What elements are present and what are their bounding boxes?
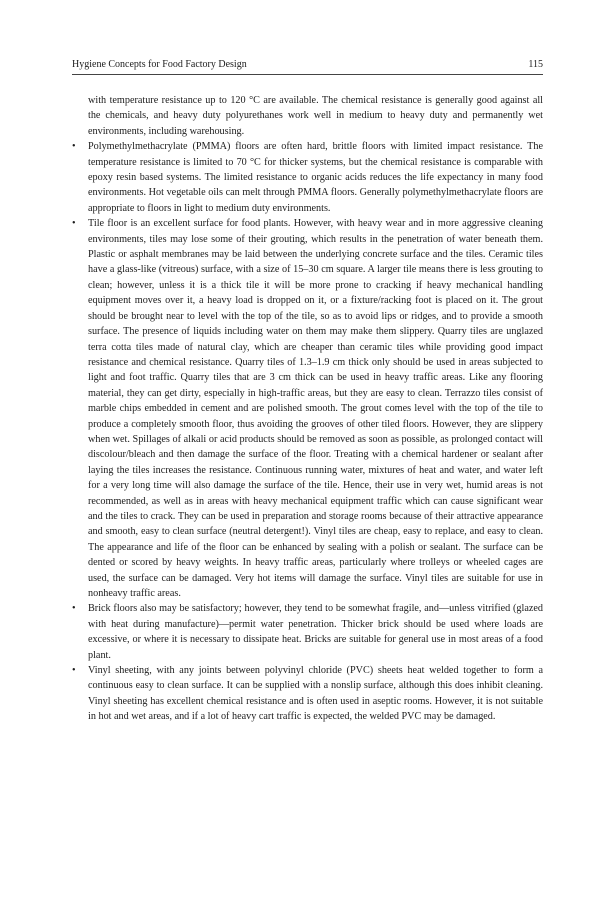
continued-paragraph: with temperature resistance up to 120 °C are available. The chemical resistance is generally good against all the chemicals, and heavy duty polyurethanes work well in medium to heavy duty and permanently wet environments, including warehousing.: [88, 95, 543, 137]
flooring-bullet-list: [72, 139, 543, 724]
header-rule: [72, 74, 543, 75]
running-title: Hygiene Concepts for Food Factory Design: [72, 59, 247, 70]
bullet-icon: •: [72, 603, 76, 615]
list-item-brick-floors: [72, 601, 543, 663]
body-text: [72, 93, 543, 725]
bullet-icon: •: [72, 665, 76, 677]
list-item-tile-floor: [72, 216, 543, 601]
list-item-text: Polymethylmethacrylate (PMMA) floors are often hard, brittle floors with limited impact resistance. The temperature resistance is limited to 70 °C for thicker systems, but the chemical resistance is comparable with epoxy resin based systems. The limited resistance to organic acids reduces the life expectancy in many food environments. Hot vegetable oils can melt through PMMA floors. Generally polymethylmethacrylate floors are appropriate to floors in light to medium duty environments.: [88, 141, 543, 214]
running-header: [72, 59, 543, 71]
page-number: 115: [528, 59, 543, 70]
bullet-icon: •: [72, 141, 76, 153]
list-item-text: Vinyl sheeting, with any joints between polyvinyl chloride (PVC) sheets heat welded together to form a continuous easy to clean surface. It can be supplied with a nonslip surface, although this does inhibit cleaning. Vinyl sheeting has excellent chemical resistance and is often used in aseptic rooms. However, it is not suitable in hot and wet areas, and if a lot of heavy cart traffic is expected, the welded PVC may be damaged.: [88, 665, 543, 723]
list-item-pmma: [72, 139, 543, 216]
list-item-text: Brick floors also may be satisfactory; however, they tend to be somewhat fragile, and—unless vitrified (glazed with heat during manufacture)—permit water penetration. Thicker brick should be used where loads are excessive, or where it is necessary to dissipate heat. Bricks are suitable for general use in most areas of a food plant.: [88, 603, 543, 661]
list-item-text: Tile floor is an excellent surface for food plants. However, with heavy wear and in more aggressive cleaning environments, tiles may lose some of their grouting, which results in the penetration of water beneath them. Plastic or asphalt membranes may be laid between the underlying concrete surface and the tiles. Ceramic tiles have a glass-like (vitreous) surface, with a size of 15–30 cm square. A larger tile means there is less grouting to clean; however, unless it is a thick tile it will be more prone to cracking if heavy mechanical handling equipment moves over it, a heavy load is dropped on it, or a fixture/racking foot is placed on it. The grout should be brought near to level with the top of the tile, so as to avoid lips or ridges, and to provide a smooth surface. The presence of liquids including water on them may make them slippery. Quarry tiles are unglazed terra cotta tiles made of natural clay, which are cheaper than ceramic tiles while providing good impact resistance and chemical resistance. Quarry tiles of 1.3–1.9 cm thick only should be used in areas subjected to light and foot traffic. Quarry tiles that are 3 cm thick can be used in heavy traffic areas. Like any flooring material, they can get dirty, especially in high-traffic areas, but they are easy to clean. Terrazzo tiles consist of marble chips embedded in cement and are polished smooth. The grout comes level with the top of the tile to produce a completely smooth floor, thus avoiding the grooves of other tiled floors. However, they are slippery when wet. Spillages of alkali or acid products should be removed as soon as possible, as prolonged contact will discolour/bleach and then damage the surface of the floor. Treating with a chemical hardener or sealant after laying the tiles increases the resistance. Continuous running water, mixtures of heat and water, and water left for a very long time will also damage the surface of the tile. Hence, their use in very wet, humid areas is not recommended, as well as in areas with heavy mechanical equipment traffic which can cause significant wear and the tiles to crack. They can be used in preparation and storage rooms because of their attractive appearance and smooth, easy to clean surface (neutral detergent!). Vinyl tiles are cheap, easy to replace, and easy to clean. The appearance and life of the floor can be enhanced by sealing with a polish or sealant. The surface can be dented or scored by heavy weights. In heavy traffic areas, particularly where trolleys or wheeled cages are used, the surface can be damaged. Very hot items will damage the surface. Vinyl tiles are suitable for use in nonheavy traffic areas.: [88, 218, 543, 599]
bullet-icon: •: [72, 218, 76, 230]
list-item-vinyl-sheeting: [72, 663, 543, 725]
